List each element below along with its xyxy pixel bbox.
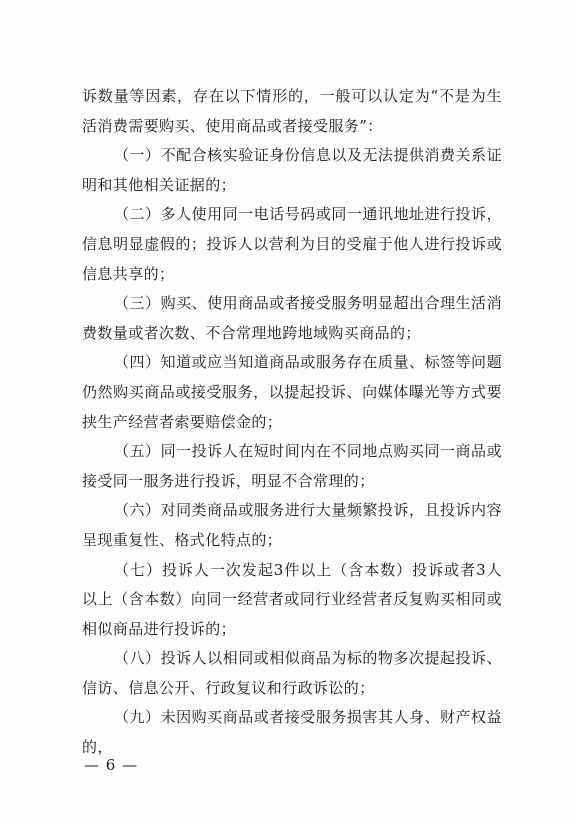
paragraph-item-2: （二）多人使用同一电话号码或同一通讯地址进行投诉，信息明显虚假的；投诉人以营利为目的受雇于他人进行投诉或信息共享的； [82, 205, 502, 283]
paragraph-intro-continuation: 诉数量等因素，存在以下情形的，一般可以认定为“不是为生活消费需要购买、使用商品或者接受服务”： [82, 87, 502, 135]
paragraph-item-9: （九）未因购买商品或者接受服务损害其人身、财产权益的， [82, 708, 502, 757]
paragraph-item-1: （一）不配合核实验证身份信息以及无法提供消费关系证明和其他相关证据的； [82, 146, 502, 194]
page-number: — 6 — [84, 756, 139, 774]
paragraph-item-4: （四）知道或应当知道商品或服务存在质量、标签等问题仍然购买商品或接受服务，以提起投诉、向媒体曝光等方式要挟生产经营者索要赔偿金的； [82, 353, 502, 431]
paragraph-item-6: （六）对同类商品或服务进行大量频繁投诉，且投诉内容呈现重复性、格式化特点的； [82, 501, 502, 549]
paragraph-item-7: （七）投诉人一次发起3件以上（含本数）投诉或者3人以上（含本数）向同一经营者或同行业经营者反复购买相同或相似商品进行投诉的； [82, 560, 502, 638]
document-body [82, 82, 502, 763]
paragraph-item-8: （八）投诉人以相同或相似商品为标的物多次提起投诉、信访、信息公开、行政复议和行政诉讼的； [82, 649, 502, 697]
paragraph-item-3: （三）购买、使用商品或者接受服务明显超出合理生活消费数量或者次数、不合常理地跨地域购买商品的； [82, 294, 502, 342]
paragraph-item-5: （五）同一投诉人在短时间内在不同地点购买同一商品或接受同一服务进行投诉，明显不合常理的； [82, 442, 502, 490]
